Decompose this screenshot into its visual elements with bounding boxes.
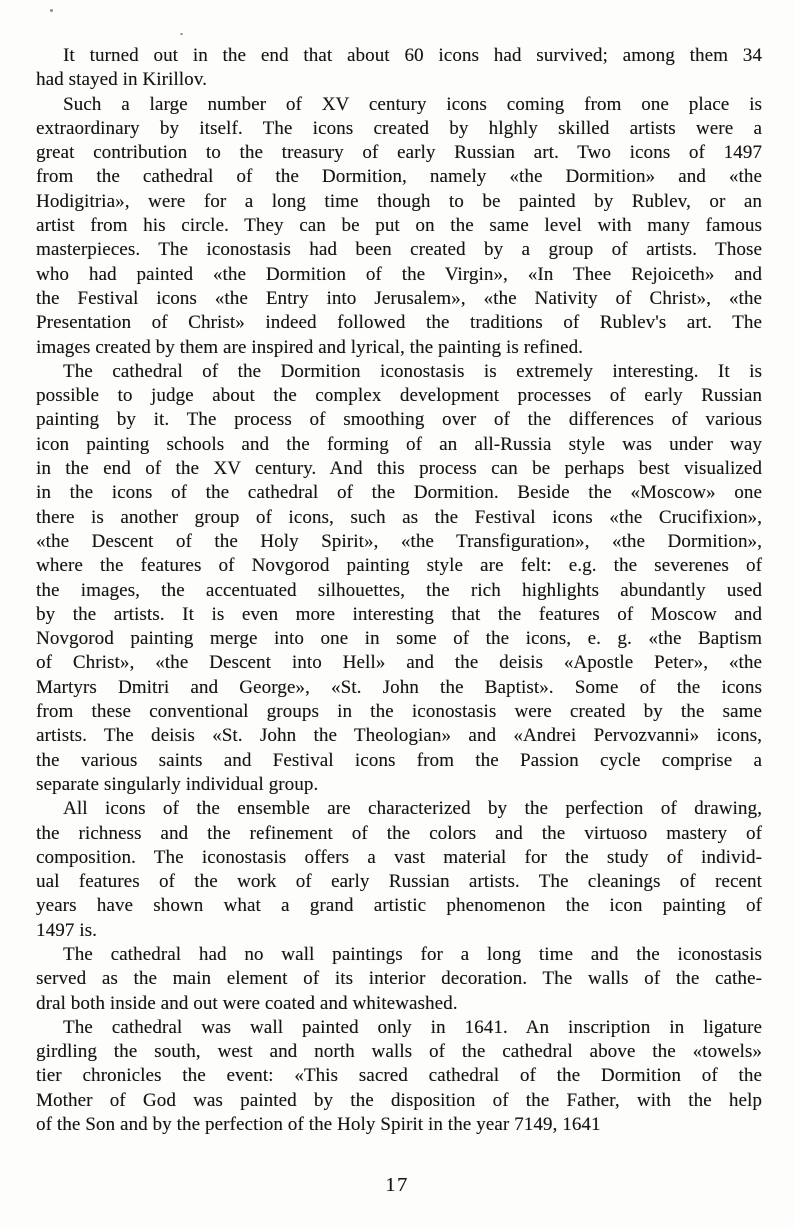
scan-speck [50, 9, 53, 12]
paragraph [36, 943, 762, 1016]
text-line: the Festival icons «the Entry into Jerusalem», «the Nativity of Christ», «the [36, 287, 762, 309]
text-line: The cathedral had no wall paintings for a long time and the iconostasis [63, 943, 762, 965]
paragraph [36, 360, 762, 797]
text-line: Hodigitria», were for a long time though to be painted by Rublev, or an [36, 190, 762, 212]
text-line: where the features of Novgorod painting style are felt: e.g. the severenes of [36, 555, 762, 577]
text-line: Novgorod painting merge into one in some of the icons, e. g. «the Baptism [36, 628, 762, 650]
text-line: dral both inside and out were coated and whitewashed. [36, 992, 458, 1014]
text-line: artists. The deisis «St. John the Theologian» and «Andrei Pervozvanni» icons, [36, 725, 762, 747]
body-text [36, 44, 762, 1137]
text-line: All icons of the ensemble are characterized by the perfection of drawing, [63, 798, 762, 820]
text-line: 1497 is. [36, 919, 97, 941]
text-line: from the cathedral of the Dormition, namely «the Dormition» and «the [36, 166, 762, 188]
text-line: great contribution to the treasury of early Russian art. Two icons of 1497 [36, 142, 762, 164]
text-line: of the Son and by the perfection of the Holy Spirit in the year 7149, 1641 [36, 1114, 601, 1136]
text-line: the images, the accentuated silhouettes, the rich highlights abundantly used [36, 579, 762, 601]
text-line: from these conventional groups in the iconostasis were created by the same [36, 701, 762, 723]
text-line: had stayed in Kirillov. [36, 69, 207, 91]
paragraph [36, 93, 762, 360]
text-line: by the artists. It is even more interesting that the features of Moscow and [36, 603, 762, 625]
text-line: in the icons of the cathedral of the Dormition. Beside the «Moscow» one [36, 482, 762, 504]
text-line: icon painting schools and the forming of an all-Russia style was under way [36, 433, 762, 455]
paragraph [36, 44, 762, 93]
paragraph [36, 797, 762, 943]
text-line: in the end of the XV century. And this process can be perhaps best visualized [36, 458, 762, 480]
text-line: girdling the south, west and north walls of the cathedral above the «towels» [36, 1041, 762, 1063]
text-line: Mother of God was painted by the disposition of the Father, with the help [36, 1089, 762, 1111]
text-line: the various saints and Festival icons from the Passion cycle comprise a [36, 749, 762, 771]
text-line: possible to judge about the complex development processes of early Russian [36, 385, 762, 407]
text-line: images created by them are inspired and lyrical, the painting is refined. [36, 336, 584, 358]
text-line: separate singularly individual group. [36, 773, 319, 795]
text-line: «the Descent of the Holy Spirit», «the Transfiguration», «the Dormition», [36, 530, 762, 552]
text-line: composition. The iconostasis offers a vast material for the study of individ- [36, 846, 762, 868]
text-line: Such a large number of XV century icons coming from one place is [63, 93, 762, 115]
text-line: served as the main element of its interior decoration. The walls of the cathe- [36, 968, 762, 990]
text-line: Martyrs Dmitri and George», «St. John the Baptist». Some of the icons [36, 676, 762, 698]
scan-speck [180, 33, 183, 35]
page-number: 17 [385, 1174, 409, 1196]
text-line: years have shown what a grand artistic phenomenon the icon painting of [36, 895, 762, 917]
text-line: It turned out in the end that about 60 icons had survived; among them 34 [63, 45, 762, 66]
text-line: artist from his circle. They can be put on the same level with many famous [36, 215, 762, 237]
text-line: of Christ», «the Descent into Hell» and the deisis «Apostle Peter», «the [36, 652, 762, 674]
text-line: The cathedral was wall painted only in 1641. An inscription in ligature [63, 1016, 762, 1038]
text-line: painting by it. The process of smoothing over of the differences of various [36, 409, 762, 431]
text-line: Presentation of Christ» indeed followed the traditions of Rublev's art. The [36, 312, 762, 334]
text-line: ual features of the work of early Russian artists. The cleanings of recent [36, 871, 762, 893]
text-line: there is another group of icons, such as the Festival icons «the Crucifixion», [36, 506, 762, 528]
text-line: the richness and the refinement of the colors and the virtuoso mastery of [36, 822, 762, 844]
text-line: tier chronicles the event: «This sacred cathedral of the Dormition of the [36, 1065, 762, 1087]
text-line: extraordinary by itself. The icons created by hlghly skilled artists were a [36, 117, 762, 139]
paragraph [36, 1016, 762, 1137]
text-line: who had painted «the Dormition of the Virgin», «In Thee Rejoiceth» and [36, 263, 762, 285]
text-line: The cathedral of the Dormition iconostasis is extremely interesting. It is [63, 360, 762, 382]
text-line: masterpieces. The iconostasis had been created by a group of artists. Those [36, 239, 762, 261]
